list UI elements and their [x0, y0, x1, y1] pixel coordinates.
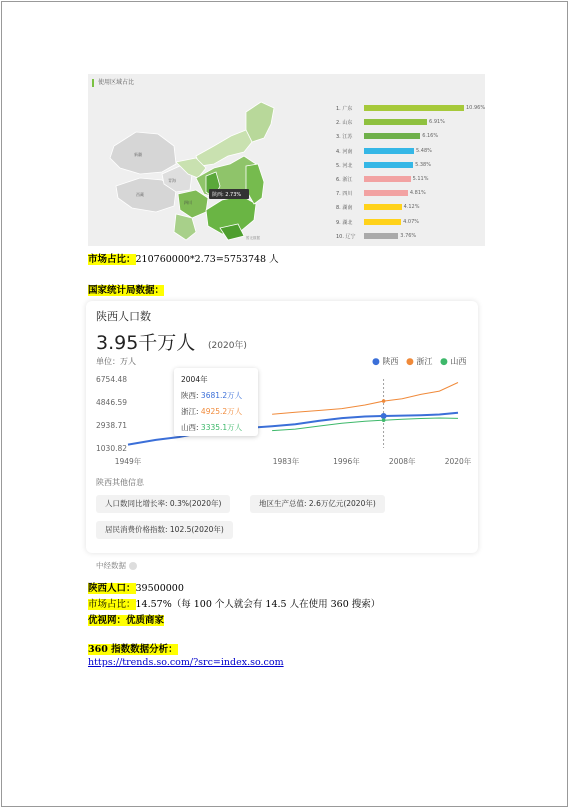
- highlight-point: [382, 418, 386, 422]
- rank-bar: [364, 148, 414, 154]
- legend-item-shanxi[interactable]: [440, 356, 466, 367]
- x-tick-label: 1983年: [272, 457, 300, 466]
- index-heading: [88, 641, 178, 655]
- rank-value: 6.91%: [429, 119, 445, 126]
- youshi-line: [88, 612, 164, 626]
- rank-value: 10.96%: [466, 105, 486, 111]
- index-label: 360 指数数据分析：: [88, 644, 178, 655]
- legend-dot-icon: ●: [440, 357, 448, 367]
- map-caption: 暂无数据: [246, 236, 260, 240]
- x-tick-label: 2008年: [388, 457, 416, 466]
- shaanxi-population-label: 陕西人口：: [88, 583, 136, 594]
- rank-value: 4.81%: [409, 190, 426, 197]
- rank-label: 6. 浙江: [336, 177, 353, 183]
- market-share-formula: 210760000*2.73=5753748 人: [135, 254, 279, 265]
- tooltip-year: 2004年: [181, 375, 208, 384]
- tooltip-row: 浙江: 4925.2万人: [181, 407, 243, 416]
- legend-item-zhejiang[interactable]: [406, 356, 432, 367]
- rank-bar: [364, 133, 420, 139]
- rank-value: 5.38%: [415, 161, 431, 168]
- market-share-2-line: [88, 596, 380, 610]
- rank-label: 9. 湖北: [336, 219, 353, 226]
- rank-bar: [364, 190, 408, 196]
- highlight-point: [382, 399, 386, 403]
- rank-bar: [364, 162, 413, 168]
- rank-label: 10. 辽宁: [336, 233, 356, 240]
- rank-bar: [364, 176, 411, 182]
- map-label: 青海: [168, 178, 176, 183]
- rank-label: 1. 广东: [336, 106, 353, 112]
- legend-label: 山西: [450, 357, 467, 366]
- rank-bar: [364, 119, 427, 125]
- map-region-xinjiang: [110, 132, 176, 174]
- map-region-sichuan: [178, 190, 208, 218]
- rank-value: 4.07%: [403, 218, 420, 225]
- rank-value: 3.76%: [400, 232, 417, 239]
- map-tooltip: 陕西: 2.73%: [212, 192, 242, 198]
- x-tick-label: 1996年: [333, 457, 360, 466]
- rank-bar: [364, 204, 402, 210]
- x-tick-label: 1949年: [114, 457, 142, 466]
- rank-label: 4. 河南: [336, 148, 353, 155]
- population-line-chart[interactable]: [86, 369, 478, 474]
- nbs-label: 国家统计局数据：: [88, 285, 165, 296]
- rank-value: 5.11%: [412, 176, 429, 182]
- legend-dot-icon: ●: [372, 357, 380, 367]
- china-map: [96, 94, 311, 244]
- nbs-heading: [88, 282, 164, 296]
- y-tick-label: 2938.71: [96, 421, 128, 430]
- population-value: 3.95千万人: [96, 332, 196, 354]
- legend-label: 陕西: [382, 357, 399, 366]
- region-chart-title: 使用区域占比: [92, 79, 134, 87]
- data-source: [96, 560, 137, 571]
- rank-value: 6.16%: [422, 133, 439, 140]
- population-unit: 单位：万人: [96, 357, 136, 366]
- info-chip-growth[interactable]: 人口数同比增长率: 0.3%(2020年): [96, 495, 230, 513]
- population-year: (2020年): [208, 341, 247, 351]
- legend-item-shaanxi[interactable]: [372, 356, 398, 367]
- tooltip-row: 山西: 3335.1万人: [181, 423, 243, 432]
- info-icon[interactable]: [129, 562, 137, 570]
- tooltip-row: 陕西: 3681.2万人: [181, 391, 243, 400]
- rank-bar: [364, 219, 401, 225]
- rank-bar: [364, 105, 464, 111]
- chart-tooltip: [174, 368, 258, 436]
- population-card: [86, 301, 478, 553]
- market-share-2-label: 市场占比：: [88, 599, 136, 610]
- market-share-label: 市场占比：: [88, 254, 136, 265]
- rank-value: 5.48%: [416, 147, 432, 154]
- rank-label: 2. 山东: [336, 120, 353, 127]
- legend-dot-icon: ●: [406, 357, 414, 367]
- shaanxi-population-line: [88, 580, 184, 594]
- y-tick-label: 4846.59: [96, 398, 128, 407]
- map-label: 四川: [184, 200, 192, 205]
- market-share-2-value: 14.57%（每 100 个人就会有 14.5 人在使用 360 搜索）: [135, 599, 381, 610]
- map-label: 新疆: [134, 152, 142, 157]
- y-tick-label: 1030.82: [96, 444, 128, 453]
- info-chip-cpi[interactable]: 居民消费价格指数: 102.5(2020年): [96, 521, 233, 539]
- map-region-northeast: [246, 102, 274, 142]
- highlight-point: [381, 413, 387, 419]
- rank-bar: [364, 233, 398, 239]
- market-share-line: [88, 251, 279, 265]
- info-chip-gdp[interactable]: 地区生产总值: 2.6万亿元(2020年): [250, 495, 385, 513]
- map-label: 西藏: [136, 192, 144, 197]
- source-label: 中经数据: [96, 561, 126, 570]
- rank-value: 4.12%: [403, 204, 420, 211]
- index-link-line: [88, 657, 284, 668]
- rank-label: 5. 河北: [336, 162, 353, 169]
- legend-label: 浙江: [416, 357, 433, 366]
- x-tick-label: 2020年: [444, 457, 472, 466]
- rank-label: 3. 江苏: [336, 134, 353, 141]
- index-url-link[interactable]: https://trends.so.com/?src=index.so.com: [88, 657, 284, 668]
- shaanxi-population-value: 39500000: [135, 583, 184, 594]
- other-info-title: 陕西其他信息: [96, 478, 144, 487]
- rank-label: 8. 湖南: [336, 205, 353, 212]
- series-line-浙江: [272, 383, 458, 415]
- region-distribution-card: [88, 74, 485, 246]
- rank-label: 7. 四川: [336, 191, 353, 198]
- population-title: 陕西人口数: [96, 310, 151, 323]
- y-tick-label: 6754.48: [96, 375, 128, 384]
- youshi-label: 优视网：优质商家: [88, 615, 165, 626]
